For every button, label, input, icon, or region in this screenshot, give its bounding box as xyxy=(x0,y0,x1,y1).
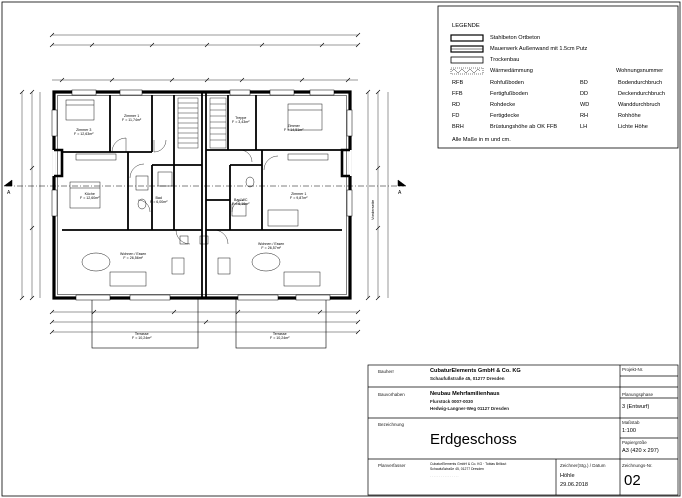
section-line-a xyxy=(4,180,406,186)
abbr-text-rd: Rohdecke xyxy=(490,102,516,108)
room-zimmer-1-right: Zimmer 1 F = 9,87m² xyxy=(290,192,308,201)
tb-planverfasser-line1: CubaturElements GmbH & Co. KG · Tobias Brillout xyxy=(430,462,507,466)
legend-note: Alle Maße in m und cm. xyxy=(452,137,511,143)
room-wohnen-essen-left: Wohnen / Essen F = 26,56m² xyxy=(120,252,147,261)
abbr-text-dd: Deckendurchbruch xyxy=(618,91,665,97)
tb-papiergroesse-label: Papiergröße xyxy=(622,440,647,445)
abbr-text-lh: Lichte Höhe xyxy=(618,124,648,130)
terraces xyxy=(92,298,326,348)
legend-entry-insulation: Wärmedämmung xyxy=(490,68,533,74)
tb-papiergroesse-value: A3 (420 x 297) xyxy=(622,448,659,454)
abbr-text-bd: Bodendurchbruch xyxy=(618,80,663,86)
abbr-text-rfb: Rohfußboden xyxy=(490,80,524,86)
tb-zeichner-date: 29.06.2018 xyxy=(560,482,588,488)
door-swings xyxy=(112,138,278,244)
abbr-code-ffb: FFB xyxy=(452,91,463,97)
room-zimmer-1-left: Zimmer 1 F = 11,74m² xyxy=(122,114,142,123)
tb-projekt-nr-label: Projekt-Nr. xyxy=(622,367,644,372)
tb-bauherr-label: Bauherr xyxy=(378,369,395,374)
tb-planverfasser-label: Planverfasser xyxy=(378,463,406,468)
section-marker-left: A xyxy=(7,190,11,196)
room-treppe: Treppe F = 3,43m² xyxy=(232,116,250,125)
tb-planungsphase-label: Planungsphase xyxy=(622,392,654,397)
abbr-text-rh: Rohhöhe xyxy=(618,113,641,119)
swatch-concrete xyxy=(451,35,483,41)
legend-unit-heading: Wohnungsnummer xyxy=(616,68,664,74)
abbr-text-ffb: Fertigfußboden xyxy=(490,91,528,97)
tb-zeichner-label: Zeichner(Stg.) / Datum xyxy=(560,463,606,468)
legend-entry-drywall: Trockenbau xyxy=(490,57,520,63)
abbr-code-dd: DD xyxy=(580,91,589,97)
legend-entry-concrete: Stahlbeton Ortbeton xyxy=(490,35,541,41)
abbr-code-bd: BD xyxy=(580,80,588,86)
abbr-code-rd: RD xyxy=(452,102,461,108)
tb-bauvorhaben-label: Bauvorhaben xyxy=(378,392,405,397)
room-zimmer-3: Zimmer 3 F = 12,63m² xyxy=(74,128,94,137)
abbr-code-lh: LH xyxy=(580,124,588,130)
abbr-code-brh: BRH xyxy=(452,124,464,130)
dimension-lines-sides xyxy=(20,90,388,300)
abbr-code-rh: RH xyxy=(580,113,589,119)
terrace-left xyxy=(92,298,198,348)
tb-bauvorhaben-line3: Hedwig-Langner-Weg 01127 Dresden xyxy=(430,406,509,411)
room-terrasse-left: Terrasse F = 10,24m² xyxy=(132,332,152,341)
room-bad-wc-right: Bad WC F = 6,16m² xyxy=(232,198,250,207)
abbr-code-fd: FD xyxy=(452,113,460,119)
dimension-lines-top xyxy=(50,33,360,82)
tb-bauherr-name: CubaturElements GmbH & Co. KG xyxy=(430,368,521,374)
room-bad-left: Bad F = 6,00m² xyxy=(150,196,168,205)
dimension-lines-bottom xyxy=(50,310,360,334)
abbr-text-brh: Brüstungshöhe ab OK FFB xyxy=(490,124,558,130)
terrace-right xyxy=(236,298,326,348)
room-wohnen-essen-right: Wohnen / Essen F = 26,57m² xyxy=(258,242,285,251)
room-terrasse-right: Terrasse F = 10,24m² xyxy=(270,332,290,341)
abbr-text-fd: Fertigdecke xyxy=(490,113,520,119)
swatch-drywall xyxy=(451,57,483,63)
tb-massstab-value: 1:100 xyxy=(622,428,636,434)
tb-bezeichnung-value: Erdgeschoss xyxy=(430,431,517,448)
abbr-code-rfb: RFB xyxy=(452,80,464,86)
tb-bezeichnung-label: Bezeichnung xyxy=(378,422,405,427)
tb-bauvorhaben-title: Neubau Mehrfamilienhaus xyxy=(430,391,500,397)
abbr-text-wd: Wanddurchbruch xyxy=(618,102,661,108)
front-side-label: Vorderseite xyxy=(370,199,375,220)
tb-massstab-label: Maßstab xyxy=(622,420,640,425)
section-marker-right: A xyxy=(398,190,402,196)
legend-entry-masonry: Mauerwerk Außenwand mit 1.5cm Putz xyxy=(490,46,588,52)
tb-planungsphase-value: 3 (Entwurf) xyxy=(622,404,650,410)
tb-bauvorhaben-line2: Flurstück 0007-0030 xyxy=(430,399,474,404)
tb-zeichnung-nr-label: Zeichnungs-Nr. xyxy=(622,463,653,468)
tb-zeichnung-nr-value: 02 xyxy=(624,472,641,489)
tb-zeichner-name: Höhle xyxy=(560,473,575,479)
tb-planverfasser-contact: · · · · · · · · · · · · · · · · xyxy=(430,474,459,478)
tb-bauherr-address: Schaufußstraße 45, 01277 Dresden xyxy=(430,376,505,381)
tb-planverfasser-line2: Schaufußstraße 45, 01277 Dresden xyxy=(430,467,484,471)
abbr-code-wd: WD xyxy=(580,102,590,108)
room-kueche: Küche F = 12,60m² xyxy=(80,192,100,201)
legend-title: LEGENDE xyxy=(452,23,480,29)
room-zimmer-right: Zimmer F = 14,51m² xyxy=(284,124,304,133)
